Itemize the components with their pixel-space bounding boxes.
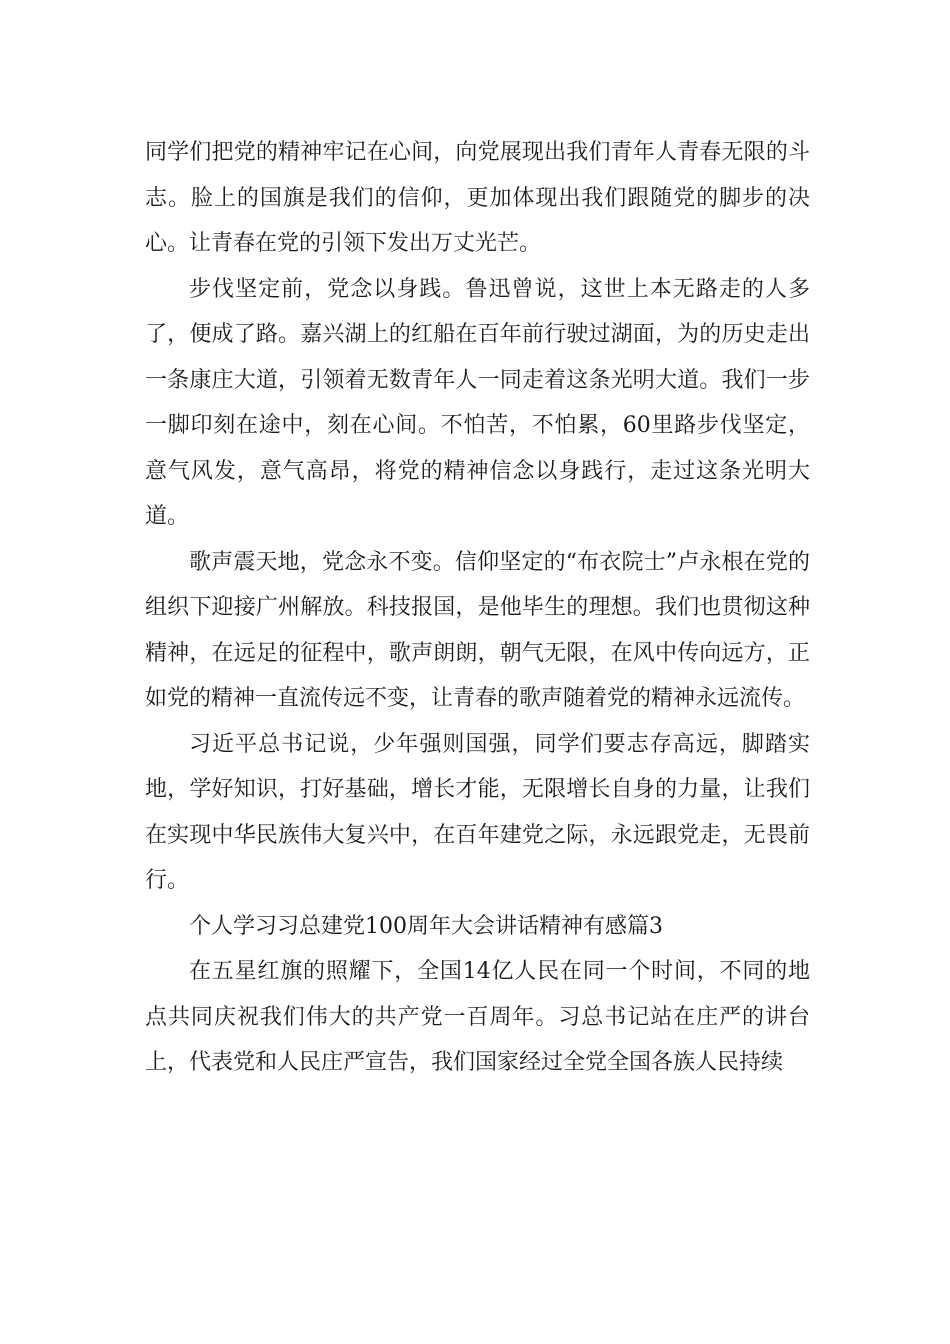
paragraph-xi-quote: 习近平总书记说，少年强则国强，同学们要志存高远，脚踏实地，学好知识，打好基础，增长才能，无限增长自身的力量，让我们在实现中华民族伟大复兴中，在百年建党之际，永远跟党走，无畏前行。 (145, 731, 810, 893)
paragraph-continued: 同学们把党的精神牢记在心间，向党展现出我们青年人青春无限的斗志。脸上的国旗是我们的信仰，更加体现出我们跟随党的脚步的决心。让青春在党的引领下发出万丈光芒。 (145, 140, 810, 256)
document-body (145, 130, 810, 1086)
paragraph-songs: 歌声震天地，党念永不变。信仰坚定的“布衣院士”卢永根在党的组织下迎接广州解放。科技报国，是他毕生的理想。我们也贯彻这种精神，在远足的征程中，歌声朗朗，朝气无限，在风中传向远方，正如党的精神一直流传远不变，让青春的歌声随着党的精神永远流传。 (145, 549, 810, 711)
paragraph-steps: 步伐坚定前，党念以身践。鲁迅曾说，这世上本无路走的人多了，便成了路。嘉兴湖上的红船在百年前行驶过湖面，为的历史走出一条康庄大道，引领着无数青年人一同走着这条光明大道。我们一步一脚印刻在途中，刻在心间。不怕苦，不怕累，60里路步伐坚定，意气风发，意气高昂，将党的精神信念以身践行，走过这条光明大道。 (145, 276, 810, 529)
paragraph-flag: 在五星红旗的照耀下，全国14亿人民在同一个时间，不同的地点共同庆祝我们伟大的共产党一百周年。习总书记站在庄严的讲台上，代表党和人民庄严宣告，我们国家经过全党全国各族人民持续 (145, 959, 810, 1075)
section-heading: 个人学习习总建党100周年大会讲话精神有感篇3 (189, 913, 663, 939)
